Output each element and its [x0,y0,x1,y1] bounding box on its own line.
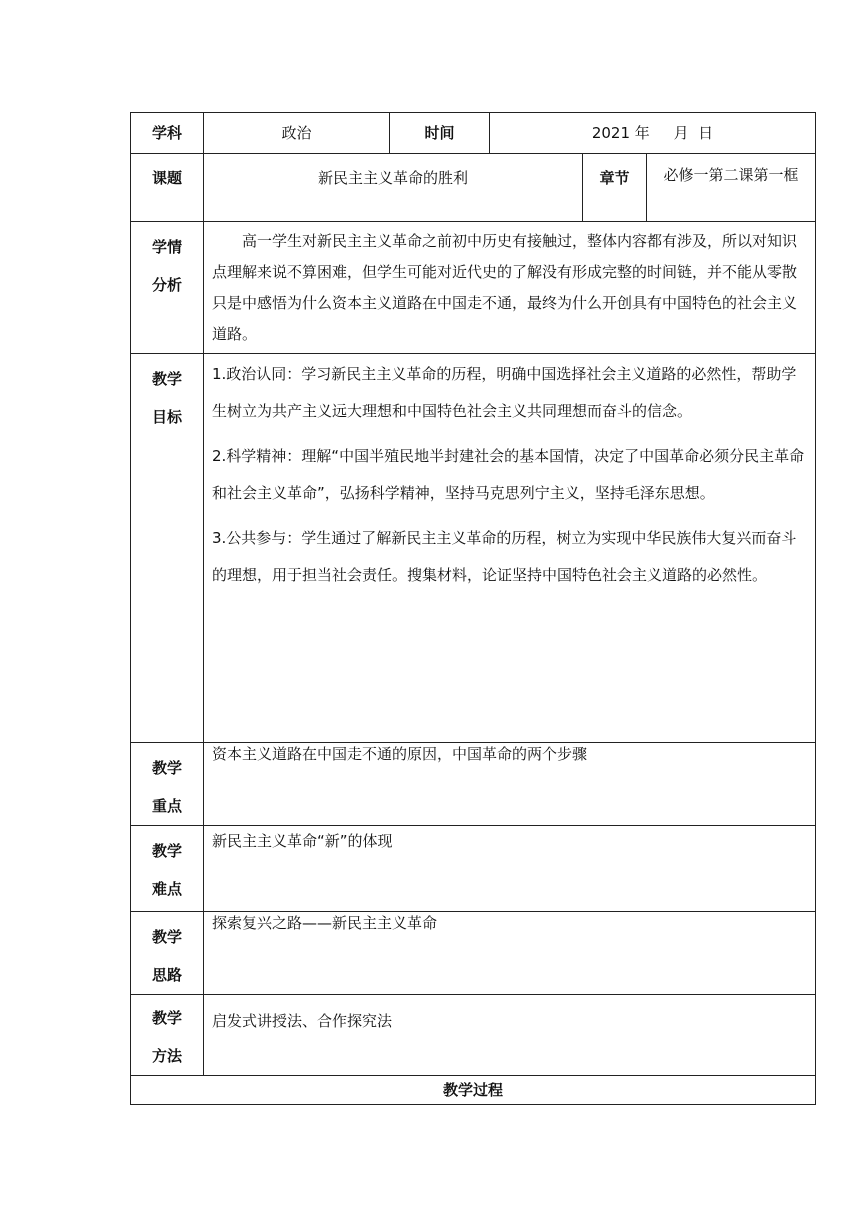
time-value: 2021 年 月 日 [490,113,816,154]
objective-item: 3.公共参与：学生通过了解新民主主义革命的历程，树立为实现中华民族伟大复兴而奋斗的理想，用于担当社会责任。搜集材料，论证坚持中国特色社会主义道路的必然性。 [212,529,797,584]
key-points-text: 资本主义道路在中国走不通的原因，中国革命的两个步骤 [204,743,816,826]
approach-text: 探索复兴之路——新民主主义革命 [204,912,816,995]
difficulties-text: 新民主主义革命“新”的体现 [204,826,816,912]
header-row [131,113,816,154]
subject-label: 学科 [131,113,204,154]
analysis-text: 高一学生对新民主主义革命之前初中历史有接触过，整体内容都有涉及，所以对知识点理解来说不算困难，但学生可能对近代史的了解没有形成完整的时间链，并不能从零散只是中感悟为什么资本主义道路在中国走不通，最终为什么开创具有中国特色的社会主义道路。 [204,222,816,354]
topic-value: 新民主主义革命的胜利 [204,154,583,222]
topic-row [131,154,816,222]
analysis-label: 学情分析 [131,222,204,354]
objectives-list [204,354,816,743]
key-points-label: 教学重点 [131,743,204,826]
time-label: 时间 [390,113,490,154]
difficulties-row [131,826,816,912]
process-row [131,1076,816,1105]
key-points-row [131,743,816,826]
process-title: 教学过程 [131,1076,816,1105]
objectives-label: 教学目标 [131,354,204,743]
approach-row [131,912,816,995]
analysis-row [131,222,816,354]
lesson-plan-table [130,112,816,1105]
methods-text: 启发式讲授法、合作探究法 [204,995,816,1076]
objectives-row [131,354,816,743]
objective-item: 1.政治认同：学习新民主主义革命的历程，明确中国选择社会主义道路的必然性，帮助学生树立为共产主义远大理想和中国特色社会主义共同理想而奋斗的信念。 [212,365,797,420]
methods-label: 教学方法 [131,995,204,1076]
approach-label: 教学思路 [131,912,204,995]
methods-row [131,995,816,1076]
objective-item: 2.科学精神：理解“中国半殖民地半封建社会的基本国情，决定了中国革命必须分民主革命和社会主义革命”，弘扬科学精神，坚持马克思列宁主义，坚持毛泽东思想。 [212,447,805,502]
subject-value: 政治 [204,113,390,154]
chapter-label: 章节 [583,154,647,222]
chapter-value: 必修一第二课第一框 [647,154,816,222]
topic-label: 课题 [131,154,204,222]
difficulties-label: 教学难点 [131,826,204,912]
